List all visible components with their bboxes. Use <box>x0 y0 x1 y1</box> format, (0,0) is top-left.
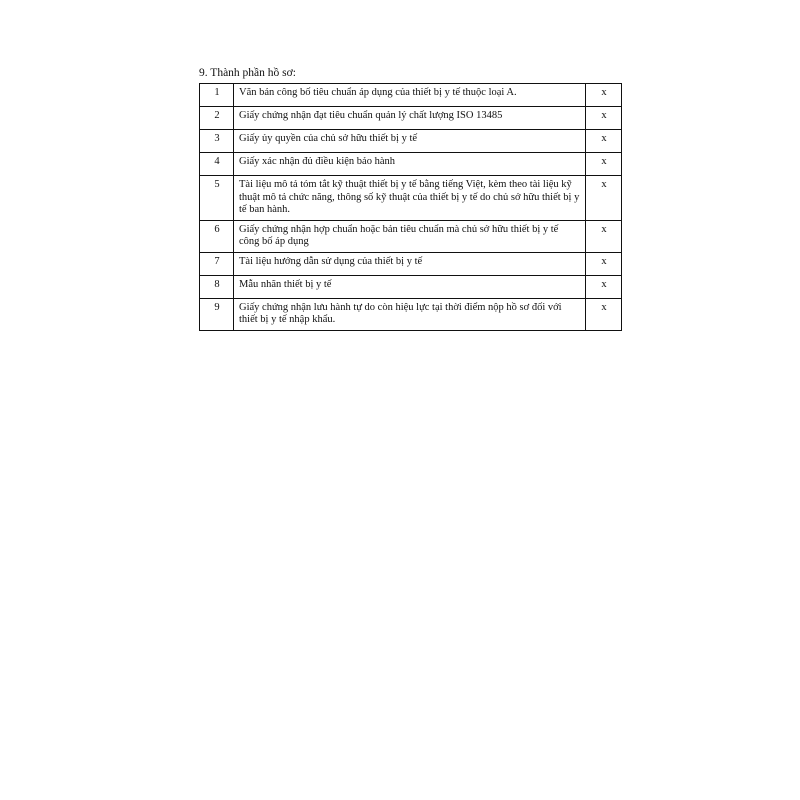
row-number: 9 <box>200 298 234 330</box>
row-mark: x <box>586 107 622 130</box>
table-row <box>200 298 622 330</box>
row-description: Giấy chứng nhận lưu hành tự do còn hiệu lực tại thời điểm nộp hồ sơ đối với thiết bị y tế nhập khẩu. <box>234 298 586 330</box>
row-description: Giấy xác nhận đủ điều kiện bảo hành <box>234 153 586 176</box>
row-mark: x <box>586 84 622 107</box>
row-description: Tài liệu hướng dẫn sử dụng của thiết bị y tế <box>234 252 586 275</box>
table-row <box>200 153 622 176</box>
records-table <box>199 83 622 331</box>
document-page <box>199 66 621 331</box>
row-number: 8 <box>200 275 234 298</box>
row-description: Tài liệu mô tả tóm tắt kỹ thuật thiết bị y tế bằng tiếng Việt, kèm theo tài liệu kỹ thuật mô tả chức năng, thông số kỹ thuật của thiết bị y tế do chủ sở hữu thiết bị y tế ban hành. <box>234 176 586 221</box>
table-row <box>200 275 622 298</box>
row-description: Giấy ủy quyền của chủ sở hữu thiết bị y tế <box>234 130 586 153</box>
row-description: Mẫu nhãn thiết bị y tế <box>234 275 586 298</box>
row-number: 3 <box>200 130 234 153</box>
table-row <box>200 176 622 221</box>
table-row <box>200 130 622 153</box>
row-number: 2 <box>200 107 234 130</box>
row-mark: x <box>586 153 622 176</box>
row-number: 6 <box>200 220 234 252</box>
row-mark: x <box>586 176 622 221</box>
row-number: 4 <box>200 153 234 176</box>
row-mark: x <box>586 252 622 275</box>
table-row <box>200 107 622 130</box>
row-number: 7 <box>200 252 234 275</box>
table-row <box>200 220 622 252</box>
row-description: Giấy chứng nhận đạt tiêu chuẩn quản lý chất lượng ISO 13485 <box>234 107 586 130</box>
row-mark: x <box>586 298 622 330</box>
row-mark: x <box>586 130 622 153</box>
section-title: 9. Thành phần hồ sơ: <box>199 67 296 79</box>
row-number: 1 <box>200 84 234 107</box>
table-row <box>200 252 622 275</box>
row-mark: x <box>586 275 622 298</box>
row-number: 5 <box>200 176 234 221</box>
row-description: Giấy chứng nhận hợp chuẩn hoặc bản tiêu chuẩn mà chủ sở hữu thiết bị y tế công bố áp dụng <box>234 220 586 252</box>
table-row <box>200 84 622 107</box>
row-mark: x <box>586 220 622 252</box>
row-description: Văn bản công bố tiêu chuẩn áp dụng của thiết bị y tế thuộc loại A. <box>234 84 586 107</box>
